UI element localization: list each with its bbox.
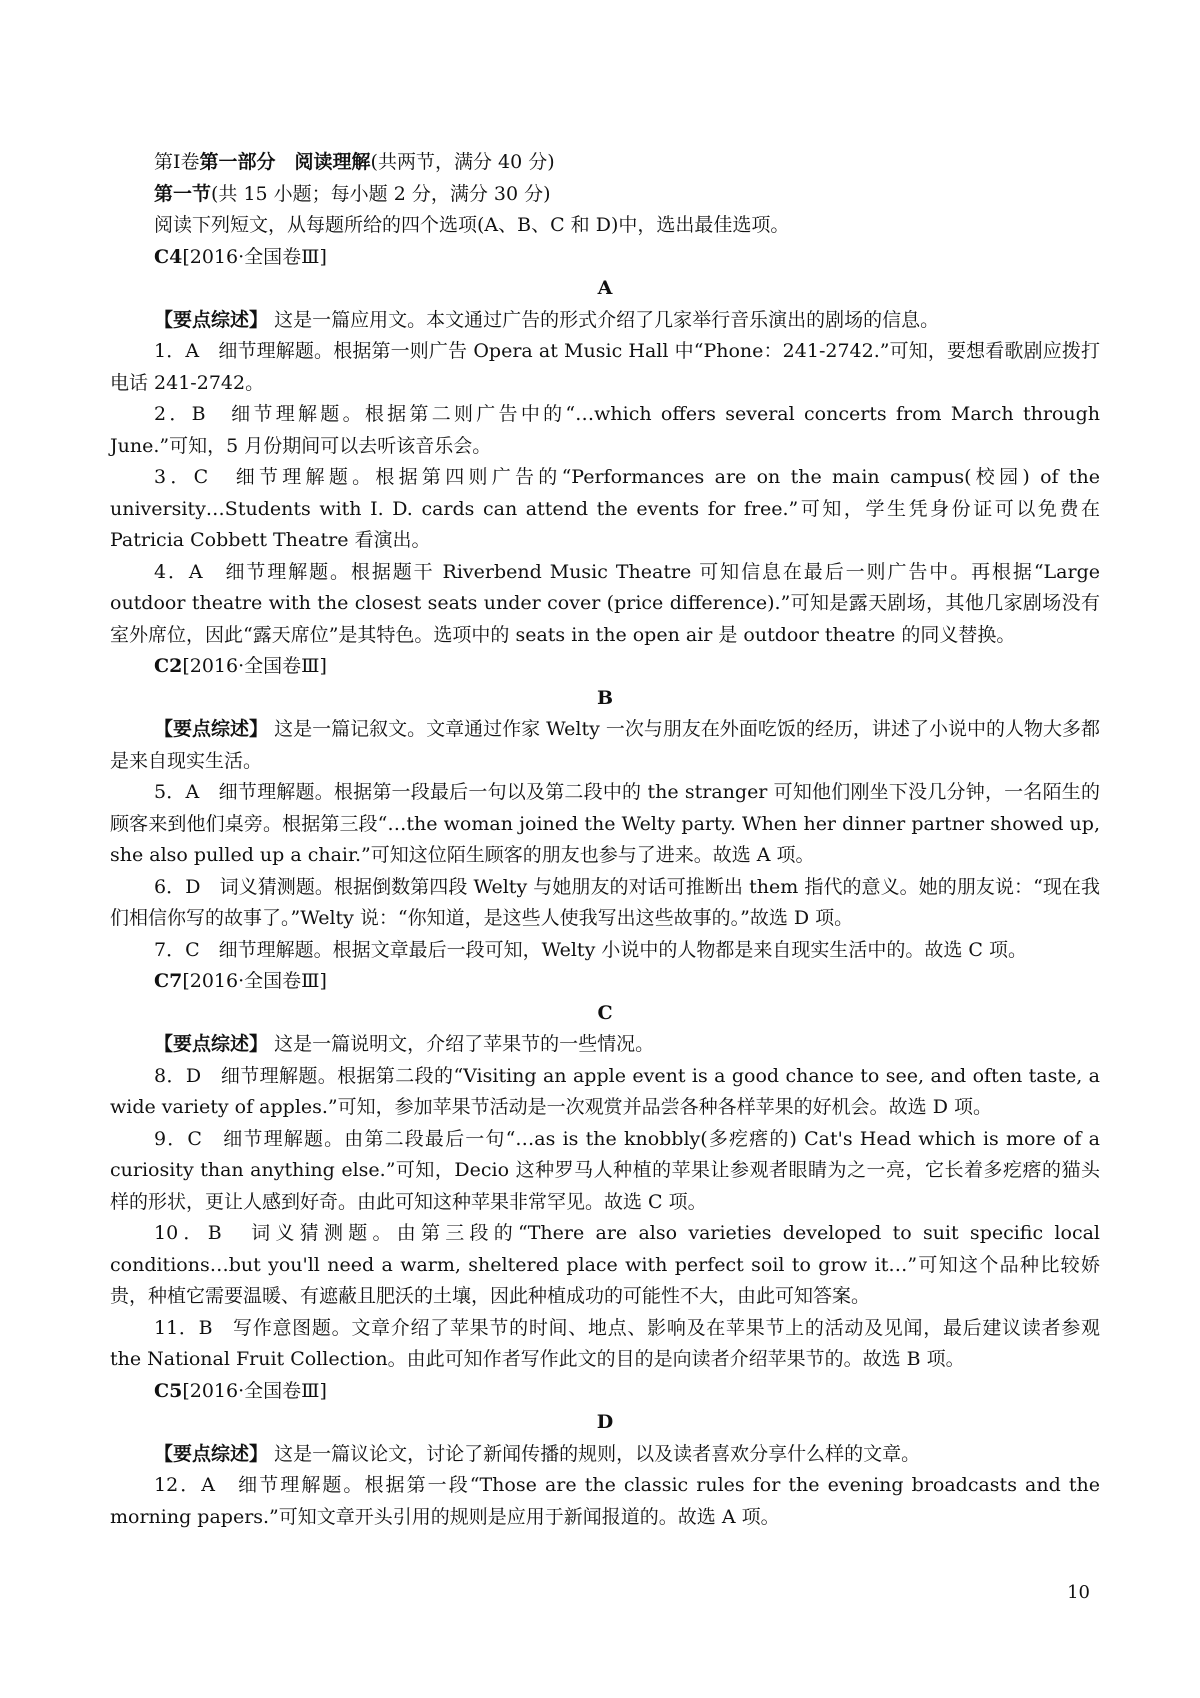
answer-5: 5．A 细节理解题。根据第一段最后一句以及第二段中的 the stranger 可知他们刚坐下没几分钟，一名陌生的顾客来到他们桌旁。根据第三段“…the woman joined the Welty party. When her dinner partner showed up, she also pulled up a chair.”可知这位陌生顾客的朋友也参与了进来。故选 A 项。	[110, 781, 1100, 866]
answer-1: 1．A 细节理解题。根据第一则广告 Opera at Music Hall 中“Phone：241-2742.”可知，要想看歌剧应拨打电话 241-2742。	[110, 340, 1100, 394]
answer-8: 8．D 细节理解题。根据第二段的“Visiting an apple event is a good chance to see, and often taste, a wide variety of apples.”可知，参加苹果节活动是一次观赏并品尝各种各样苹果的好机会。故选 D 项。	[110, 1064, 1100, 1118]
code: C7	[154, 970, 183, 992]
answer-9: 9．C 细节理解题。由第二段最后一句“…as is the knobbly(多疙瘩的) Cat's Head which is more of a curiosity than anything else.”可知，Decio 这种罗马人种植的苹果让参观者眼睛为之一亮，它长着多疙瘩的猫头样的形状，更让人感到好奇。由此可知这种苹果非常罕见。故选 C 项。	[110, 1127, 1100, 1213]
code: C5	[154, 1379, 183, 1402]
section-score: (共 15 小题；每小题 2 分，满分 30 分)	[211, 182, 551, 205]
summary-label: 【要点综述】	[154, 1442, 269, 1465]
summary-c	[110, 1029, 1100, 1061]
part-heading	[110, 147, 1100, 179]
answer-3: 3．C 细节理解题。根据第四则广告的“Performances are on the main campus(校园) of the university…Students with I. D. cards can attend the events for free.”可知，学生凭身份证可以免费在 Patricia Cobbett Theatre 看演出。	[110, 466, 1100, 551]
source: [2016·全国卷Ⅲ]	[182, 1379, 327, 1402]
answer-12: 12．A 细节理解题。根据第一段“Those are the classic rules for the evening broadcasts and the morning papers.”可知文章开头引用的规则是应用于新闻报道的。故选 A 项。	[110, 1474, 1100, 1528]
summary-label: 【要点综述】	[154, 718, 269, 740]
section-heading	[110, 179, 1100, 211]
summary-b	[110, 714, 1100, 777]
answer-2: 2．B 细节理解题。根据第二则广告中的“…which offers several concerts from March through June.”可知，5 月份期间可以去听该音乐会。	[110, 403, 1100, 457]
source: [2016·全国卷Ⅲ]	[182, 970, 327, 992]
passage-letter-c: C	[597, 1001, 613, 1024]
instructions: 阅读下列短文，从每题所给的四个选项(A、B、C 和 D)中，选出最佳选项。	[154, 214, 790, 236]
code: C4	[154, 245, 183, 268]
source-tag-d	[110, 1376, 1100, 1408]
passage-letter-d: D	[596, 1411, 614, 1433]
part-score: (共两节，满分 40 分)	[370, 151, 555, 173]
part-title: 第一部分 阅读理解	[199, 151, 371, 173]
summary-label: 【要点综述】	[154, 308, 269, 331]
summary-text: 这是一篇记叙文。文章通过作家 Welty 一次与朋友在外面吃饭的经历，讲述了小说中的人物大多都是来自现实生活。	[110, 718, 1100, 772]
section-title: 第一节	[154, 182, 212, 205]
summary-text: 这是一篇议论文，讨论了新闻传播的规则，以及读者喜欢分享什么样的文章。	[274, 1442, 921, 1465]
answer-6: 6．D 词义猜测题。根据倒数第四段 Welty 与她朋友的对话可推断出 them 指代的意义。她的朋友说：“现在我们相信你写的故事了。”Welty 说：“你知道，是这些人使我写出这些故事的。”故选 D 项。	[110, 875, 1100, 929]
summary-label: 【要点综述】	[154, 1033, 269, 1055]
source: [2016·全国卷Ⅲ]	[182, 655, 327, 677]
summary-text: 这是一篇说明文，介绍了苹果节的一些情况。	[274, 1033, 655, 1055]
summary-d	[110, 1439, 1100, 1471]
answer-11: 11．B 写作意图题。文章介绍了苹果节的时间、地点、影响及在苹果节上的活动及见闻，最后建议读者参观 the National Fruit Collection。由此可知作者写作此文的目的是向读者介绍苹果节的。故选 B 项。	[110, 1316, 1100, 1370]
summary-text: 这是一篇应用文。本文通过广告的形式介绍了几家举行音乐演出的剧场的信息。	[274, 308, 940, 331]
answer-7: 7．C 细节理解题。根据文章最后一段可知，Welty 小说中的人物都是来自现实生活中的。故选 C 项。	[154, 938, 1027, 961]
source-tag-c	[110, 966, 1100, 998]
answer-10: 10．B 词义猜测题。由第三段的“There are also varieties developed to suit specific local conditions…but you'll need a warm, sheltered place with perfect soil to grow it…”可知这个品种比较娇贵，种植它需要温暖、有遮蔽且肥沃的土壤，因此种植成功的可能性不大，由此可知答案。	[110, 1222, 1100, 1307]
passage-letter-a: A	[597, 277, 613, 299]
page-number: 10	[1067, 1582, 1090, 1603]
code: C2	[154, 655, 183, 677]
passage-letter-b: B	[596, 686, 614, 709]
answer-4: 4．A 细节理解题。根据题干 Riverbend Music Theatre 可知信息在最后一则广告中。再根据“Large outdoor theatre with the closest seats under cover (price difference).”可知是露天剧场，其他几家剧场没有室外席位，因此“露天席位”是其特色。选项中的 seats in the open air 是 outdoor theatre 的同义替换。	[110, 560, 1100, 646]
source-tag-a	[110, 242, 1100, 274]
source-tag-b	[110, 651, 1100, 683]
source: [2016·全国卷Ⅲ]	[182, 245, 327, 268]
summary-a	[110, 305, 1100, 337]
volume-label: 第Ⅰ卷	[154, 151, 200, 173]
